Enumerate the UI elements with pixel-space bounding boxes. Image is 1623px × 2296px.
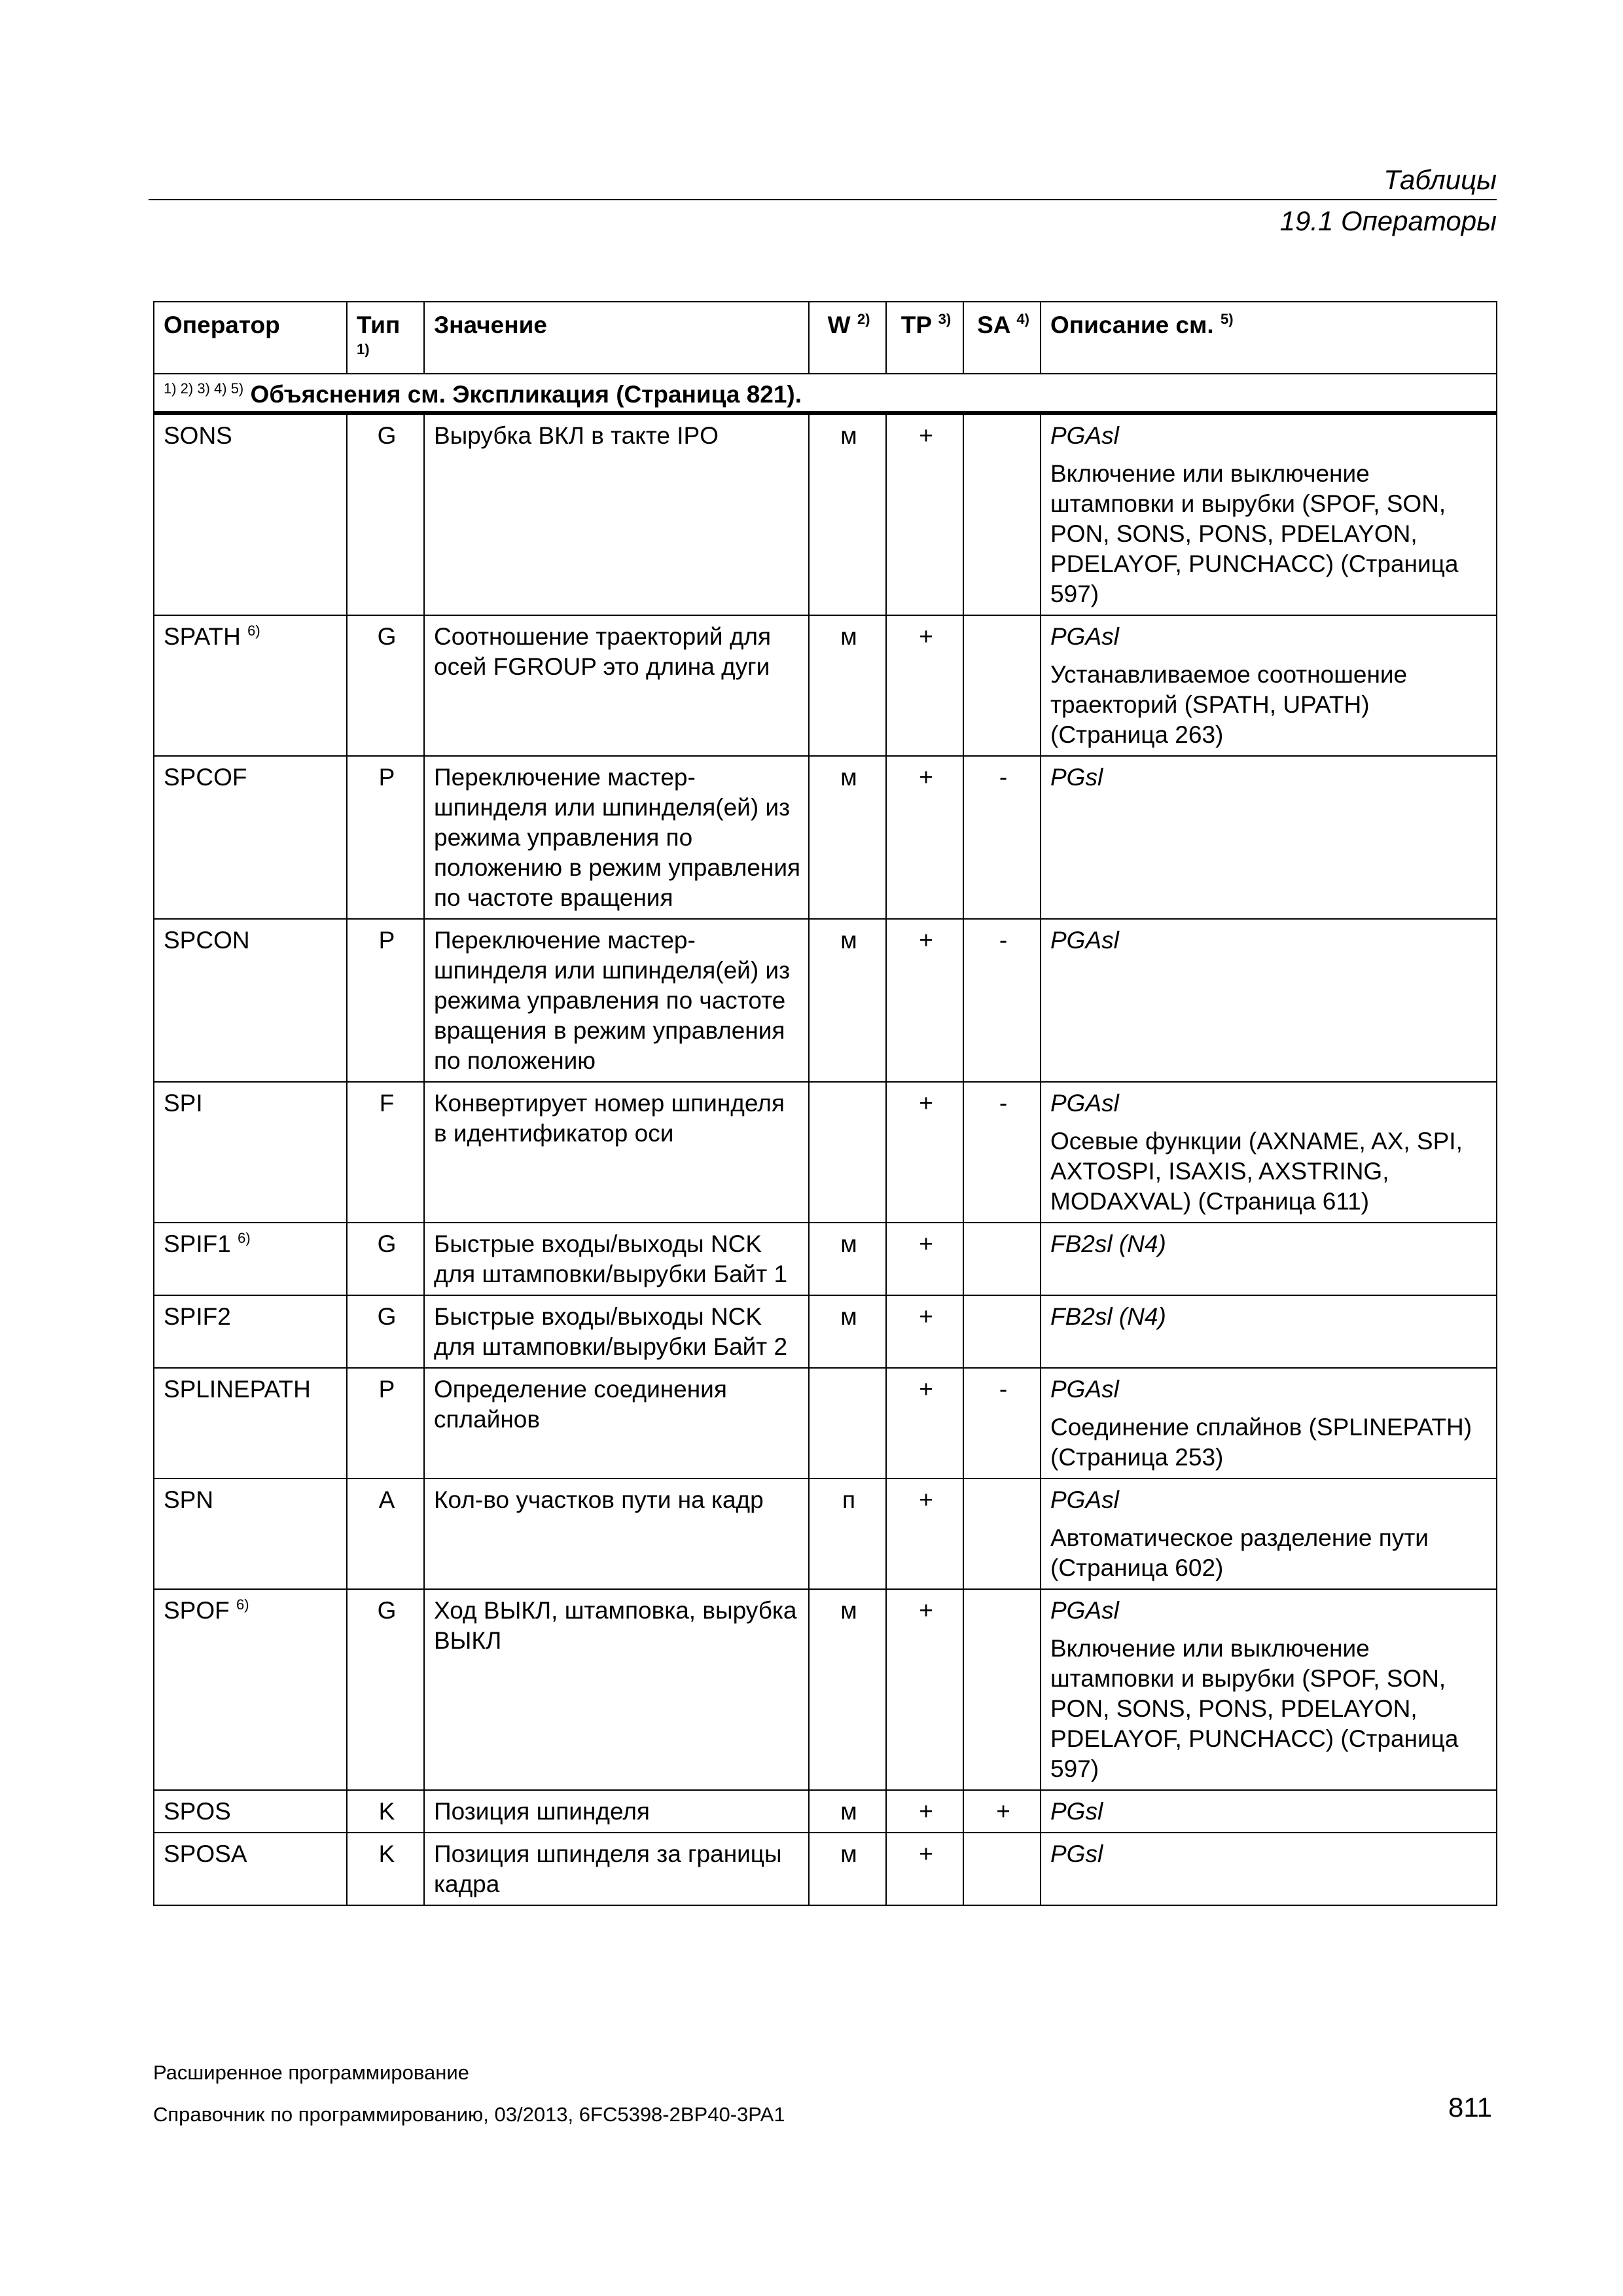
cell-type: P xyxy=(347,1368,424,1479)
cell-description xyxy=(1041,413,1497,615)
cell-description xyxy=(1041,1479,1497,1589)
cell-tp: + xyxy=(886,1082,963,1223)
cell-sa xyxy=(963,1223,1041,1295)
cell-sa: - xyxy=(963,1368,1041,1479)
description-link[interactable]: Включение или выключение штамповки и вырубки (SPOF, SON, PON, SONS, PONS, PDELAYON, PDELAYOF, PUNCHACC) (Страница 597) xyxy=(1050,1635,1459,1782)
cell-tp: + xyxy=(886,756,963,919)
cell-meaning: Соотношение траекторий для осей FGROUP это длина дуги xyxy=(424,615,809,756)
cell-tp: + xyxy=(886,1589,963,1790)
cell-sa xyxy=(963,615,1041,756)
cell-meaning: Ход ВЫКЛ, штамповка, вырубка ВЫКЛ xyxy=(424,1589,809,1790)
cell-w: м xyxy=(809,1589,886,1790)
operator-name: SPI xyxy=(164,1090,203,1117)
operator-name: SPIF1 xyxy=(164,1230,231,1257)
cell-type: K xyxy=(347,1790,424,1833)
cell-type: G xyxy=(347,413,424,615)
cell-description xyxy=(1041,1082,1497,1223)
cell-tp: + xyxy=(886,1223,963,1295)
operators-table xyxy=(153,301,1497,1906)
table-body xyxy=(154,413,1497,1905)
table-row xyxy=(154,1833,1497,1905)
cell-w: м xyxy=(809,919,886,1082)
cell-w: п xyxy=(809,1479,886,1589)
cell-description xyxy=(1041,1368,1497,1479)
table-row xyxy=(154,1223,1497,1295)
operator-footnote: 6) xyxy=(236,1596,249,1613)
cell-meaning: Позиция шпинделя xyxy=(424,1790,809,1833)
footer-title: Расширенное программирование xyxy=(153,2061,469,2084)
running-header-section: Таблицы xyxy=(1383,164,1497,195)
col-header-operator: Оператор xyxy=(154,302,347,374)
running-header-subsection: 19.1 Операторы xyxy=(1279,206,1497,236)
cell-type: G xyxy=(347,1295,424,1368)
footer-reference: Справочник по программированию, 03/2013, 6FC5398-2BP40-3PA1 xyxy=(153,2103,785,2126)
cell-description xyxy=(1041,1790,1497,1833)
cell-type: P xyxy=(347,756,424,919)
cell-operator xyxy=(154,1479,347,1589)
cell-sa xyxy=(963,1589,1041,1790)
operator-name: SPATH xyxy=(164,623,241,650)
cell-description xyxy=(1041,615,1497,756)
col-header-description: Описание см. $^{5)}$ xyxy=(1041,302,1497,374)
table-row xyxy=(154,1589,1497,1790)
cell-tp: + xyxy=(886,1368,963,1479)
operator-name: SPLINEPATH xyxy=(164,1376,311,1403)
cell-w: м xyxy=(809,1295,886,1368)
cell-operator xyxy=(154,1368,347,1479)
table-row xyxy=(154,1479,1497,1589)
col-header-meaning: Значение xyxy=(424,302,809,374)
cell-meaning: Вырубка ВКЛ в такте IPO xyxy=(424,413,809,615)
cell-sa: - xyxy=(963,1082,1041,1223)
cell-sa: - xyxy=(963,919,1041,1082)
table-row xyxy=(154,1790,1497,1833)
cell-w xyxy=(809,1082,886,1223)
cell-w: м xyxy=(809,1790,886,1833)
doc-reference: FB2sl (N4) xyxy=(1050,1303,1166,1330)
cell-description xyxy=(1041,1833,1497,1905)
doc-reference: PGsl xyxy=(1050,1798,1103,1825)
cell-type: K xyxy=(347,1833,424,1905)
doc-reference: PGAsl xyxy=(1050,422,1119,449)
operator-name: SONS xyxy=(164,422,232,449)
cell-meaning: Кол-во участков пути на кадр xyxy=(424,1479,809,1589)
cell-meaning: Определение соединения сплайнов xyxy=(424,1368,809,1479)
doc-reference: PGAsl xyxy=(1050,1090,1119,1117)
cell-description xyxy=(1041,919,1497,1082)
cell-sa xyxy=(963,413,1041,615)
cell-description xyxy=(1041,1589,1497,1790)
cell-w: м xyxy=(809,1833,886,1905)
operator-name: SPCOF xyxy=(164,764,247,791)
cell-sa: - xyxy=(963,756,1041,919)
description-link[interactable]: Осевые функции (AXNAME, AX, SPI, AXTOSPI, ISAXIS, AXSTRING, MODAXVAL) (Страница 611) xyxy=(1050,1128,1463,1215)
table-row xyxy=(154,1368,1497,1479)
cell-type: G xyxy=(347,615,424,756)
table-row xyxy=(154,756,1497,919)
cell-w: м xyxy=(809,756,886,919)
col-header-tp: TP $^{3)}$ xyxy=(886,302,963,374)
table-row xyxy=(154,1295,1497,1368)
cell-meaning: Быстрые входы/выходы NCK для штамповки/вырубки Байт 2 xyxy=(424,1295,809,1368)
cell-tp: + xyxy=(886,919,963,1082)
table-legend-row xyxy=(154,374,1497,413)
cell-tp: + xyxy=(886,1833,963,1905)
cell-operator xyxy=(154,615,347,756)
cell-operator xyxy=(154,919,347,1082)
doc-reference: PGAsl xyxy=(1050,927,1119,954)
header-rule xyxy=(149,199,1497,200)
cell-type: A xyxy=(347,1479,424,1589)
operator-name: SPOS xyxy=(164,1798,231,1825)
doc-reference: PGAsl xyxy=(1050,1376,1119,1403)
operator-name: SPN xyxy=(164,1486,214,1513)
cell-operator xyxy=(154,1082,347,1223)
cell-tp: + xyxy=(886,1790,963,1833)
description-link[interactable]: Включение или выключение штамповки и вырубки (SPOF, SON, PON, SONS, PONS, PDELAYON, PDELAYOF, PUNCHACC) (Страница 597) xyxy=(1050,460,1459,607)
cell-type: G xyxy=(347,1223,424,1295)
table-row xyxy=(154,919,1497,1082)
cell-tp: + xyxy=(886,1479,963,1589)
cell-sa xyxy=(963,1833,1041,1905)
cell-w: м xyxy=(809,615,886,756)
description-link[interactable]: Автоматическое разделение пути (Страница 602) xyxy=(1050,1524,1429,1581)
cell-w: м xyxy=(809,413,886,615)
table-row xyxy=(154,1082,1497,1223)
cell-tp: + xyxy=(886,1295,963,1368)
table-row xyxy=(154,615,1497,756)
cell-type: P xyxy=(347,919,424,1082)
page-number: 811 xyxy=(1448,2092,1492,2123)
cell-w xyxy=(809,1368,886,1479)
doc-reference: PGsl xyxy=(1050,1840,1103,1867)
cell-type: G xyxy=(347,1589,424,1790)
cell-operator xyxy=(154,1790,347,1833)
doc-reference: PGAsl xyxy=(1050,1597,1119,1624)
cell-operator xyxy=(154,1223,347,1295)
cell-tp: + xyxy=(886,615,963,756)
doc-reference: PGsl xyxy=(1050,764,1103,791)
cell-description xyxy=(1041,1223,1497,1295)
cell-meaning: Переключение мастер-шпинделя или шпинделя(ей) из режима управления по частоте вращения в режим управления по положению xyxy=(424,919,809,1082)
cell-tp: + xyxy=(886,413,963,615)
cell-operator xyxy=(154,1295,347,1368)
operator-name: SPOF xyxy=(164,1597,230,1624)
doc-reference: FB2sl (N4) xyxy=(1050,1230,1166,1257)
cell-w: м xyxy=(809,1223,886,1295)
operator-footnote: 6) xyxy=(238,1230,251,1246)
operator-name: SPOSA xyxy=(164,1840,247,1867)
cell-meaning: Позиция шпинделя за границы кадра xyxy=(424,1833,809,1905)
legend-link[interactable]: Объяснения см. Экспликация (Страница 821). xyxy=(250,381,802,408)
cell-description xyxy=(1041,1295,1497,1368)
table-row xyxy=(154,413,1497,615)
description-link[interactable]: Устанавливаемое соотношение траекторий (SPATH, UPATH) (Страница 263) xyxy=(1050,661,1408,748)
cell-type: F xyxy=(347,1082,424,1223)
col-header-sa: SA $^{4)}$ xyxy=(963,302,1041,374)
cell-meaning: Переключение мастер-шпинделя или шпинделя(ей) из режима управления по положению в режим управления по частоте вращения xyxy=(424,756,809,919)
legend-cell: $^{1) 2) 3) 4) 5)}$ Объяснения см. Экспликация (Страница 821). xyxy=(154,374,1497,413)
cell-description xyxy=(1041,756,1497,919)
table-header-row xyxy=(154,302,1497,374)
operator-name: SPCON xyxy=(164,927,250,954)
cell-meaning: Конвертирует номер шпинделя в идентификатор оси xyxy=(424,1082,809,1223)
cell-sa xyxy=(963,1295,1041,1368)
operator-name: SPIF2 xyxy=(164,1303,231,1330)
description-link[interactable]: Соединение сплайнов (SPLINEPATH) (Страница 253) xyxy=(1050,1414,1472,1471)
col-header-type: Тип $^{1)}$ xyxy=(347,302,424,374)
cell-operator xyxy=(154,413,347,615)
doc-reference: PGAsl xyxy=(1050,1486,1119,1513)
cell-sa xyxy=(963,1479,1041,1589)
doc-reference: PGAsl xyxy=(1050,623,1119,650)
operator-footnote: 6) xyxy=(247,622,260,639)
cell-operator xyxy=(154,756,347,919)
cell-operator xyxy=(154,1589,347,1790)
cell-meaning: Быстрые входы/выходы NCK для штамповки/вырубки Байт 1 xyxy=(424,1223,809,1295)
cell-sa: + xyxy=(963,1790,1041,1833)
cell-operator xyxy=(154,1833,347,1905)
col-header-w: W $^{2)}$ xyxy=(809,302,886,374)
